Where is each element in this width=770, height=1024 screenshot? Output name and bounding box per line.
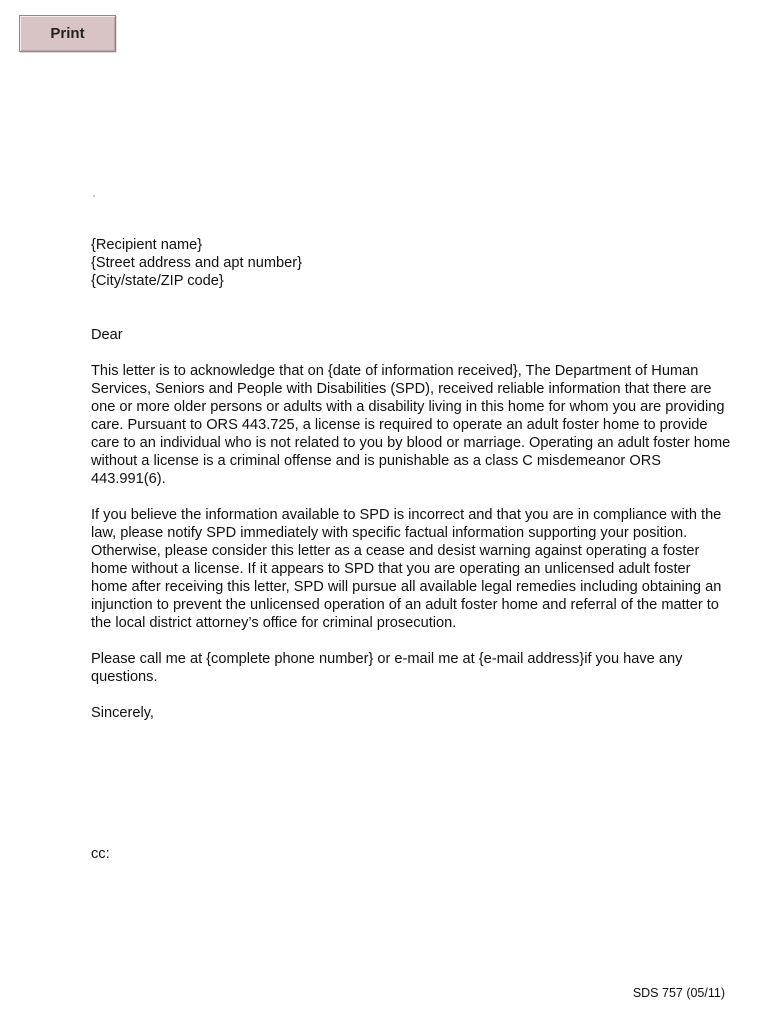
recipient-street: {Street address and apt number}	[91, 255, 302, 271]
paragraph-acknowledgement: This letter is to acknowledge that on {date of information received}, The Department of Human Services, Seniors and People with Disabilities (SPD), received reliable information that there are one or more older persons or adults with a disability living in this home for whom you are providing care. Pursuant to ORS 443.725, a license is required to operate an adult foster home to provide care to an individual who is not related to you by blood or marriage. Operating an adult foster home without a license is a criminal offense and is punishable as a class C misdemeanor ORS 443.991(6).	[91, 363, 731, 487]
scan-speck	[93, 195, 95, 197]
cc-label: cc:	[91, 846, 110, 862]
letter-body	[91, 236, 731, 722]
paragraph-cease-desist: If you believe the information available to SPD is incorrect and that you are in compliance with the law, please notify SPD immediately with specific factual information supporting your position. Otherwise, please consider this letter as a cease and desist warning against operating a foster home without a license. If it appears to SPD that you are operating an unlicensed adult foster home after receiving this letter, SPD will pursue all available legal remedies including obtaining an injunction to prevent the unlicensed operation of an adult foster home and referral of the matter to the local district attorney’s office for criminal prosecution.	[91, 507, 722, 631]
form-id: SDS 757 (05/11)	[632, 986, 725, 1000]
recipient-address	[91, 236, 731, 290]
closing: Sincerely,	[91, 705, 154, 721]
salutation: Dear	[91, 327, 123, 343]
print-button[interactable]: Print	[19, 15, 116, 52]
recipient-name: {Recipient name}	[91, 237, 203, 253]
paragraph-contact: Please call me at {complete phone number} or e-mail me at {e-mail address}if you have any questions.	[91, 651, 683, 685]
recipient-city: {City/state/ZIP code}	[91, 273, 224, 289]
